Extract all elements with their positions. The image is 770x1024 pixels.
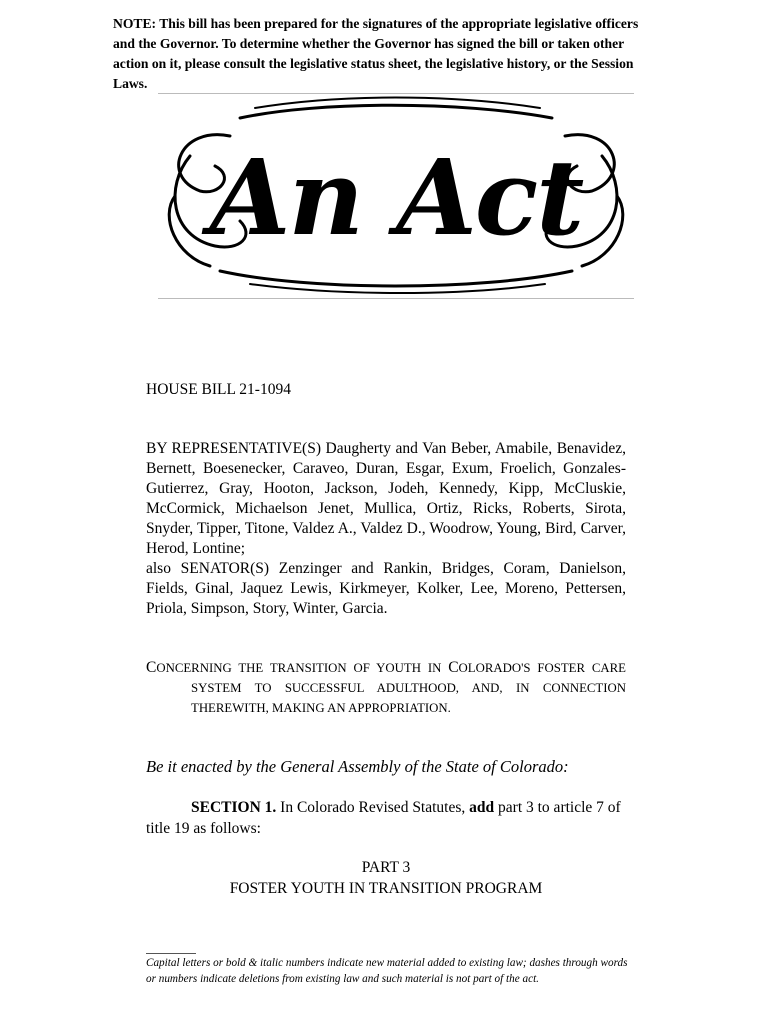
part-number: PART 3 bbox=[361, 859, 411, 876]
footnote: Capital letters or bold & italic numbers indicate new material added to existing law; dashes through words or numbers indicate deletions from existing law and such material is not part of the act. bbox=[146, 957, 628, 985]
part-heading bbox=[146, 857, 626, 899]
enacting-clause: Be it enacted by the General Assembly of the State of Colorado: bbox=[146, 757, 569, 776]
section-1 bbox=[146, 797, 626, 839]
top-divider bbox=[158, 93, 634, 94]
bill-number: HOUSE BILL 21-1094 bbox=[146, 381, 291, 398]
bill-title-line-3: THEREWITH, MAKING AN APPROPRIATION. bbox=[191, 701, 451, 715]
flourish-bottom bbox=[220, 271, 572, 286]
bottom-divider bbox=[158, 298, 634, 299]
legislative-note: NOTE: This bill has been prepared for the signatures of the appropriate legislative officers and the Governor. To determine whether the Governor has signed the bill or taken other action on it, please consult the legislative status sheet, the legislative history, or the Session Laws. bbox=[113, 16, 639, 91]
bill-title-line-2: SYSTEM TO SUCCESSFUL ADULTHOOD, AND, IN CONNECTION bbox=[191, 681, 626, 695]
part-title: FOSTER YOUTH IN TRANSITION PROGRAM bbox=[229, 880, 543, 897]
section-text-after: part 3 to article 7 of title 19 as follows: bbox=[146, 799, 621, 837]
footnote-rule bbox=[146, 953, 196, 954]
representatives-list: BY REPRESENTATIVE(S) Daugherty and Van Beber, Amabile, Benavidez, Bernett, Boesenecker, Caraveo, Duran, Esgar, Exum, Froelich, Gonzales-Gutierrez, Gray, Hooton, Jackson, Jodeh, Kennedy, Kipp, McCluskie, McCormick, Michaelson Jenet, Mullica, Ortiz, Ricks, Roberts, Sirota, Snyder, Tipper, Titone, Valdez A., Valdez D., Woodrow, Young, Bird, Carver, Herod, Lontine; bbox=[146, 440, 626, 557]
sponsors-block bbox=[146, 439, 626, 619]
an-act-title: An Act bbox=[209, 136, 583, 259]
flourish-top bbox=[240, 105, 552, 118]
bill-title bbox=[146, 658, 626, 718]
an-act-seal bbox=[160, 96, 632, 296]
section-label: SECTION 1. bbox=[191, 799, 277, 816]
bill-title-line-1: CONCERNING THE TRANSITION OF YOUTH IN COLORADO'S FOSTER CARE bbox=[146, 659, 626, 676]
senators-list: also SENATOR(S) Zenzinger and Rankin, Bridges, Coram, Danielson, Fields, Ginal, Jaquez Lewis, Kirkmeyer, Kolker, Lee, Moreno, Pettersen, Priola, Simpson, Story, Winter, Garcia. bbox=[146, 560, 626, 617]
section-text-before: In Colorado Revised Statutes, bbox=[276, 799, 470, 816]
section-action: add bbox=[469, 799, 495, 816]
